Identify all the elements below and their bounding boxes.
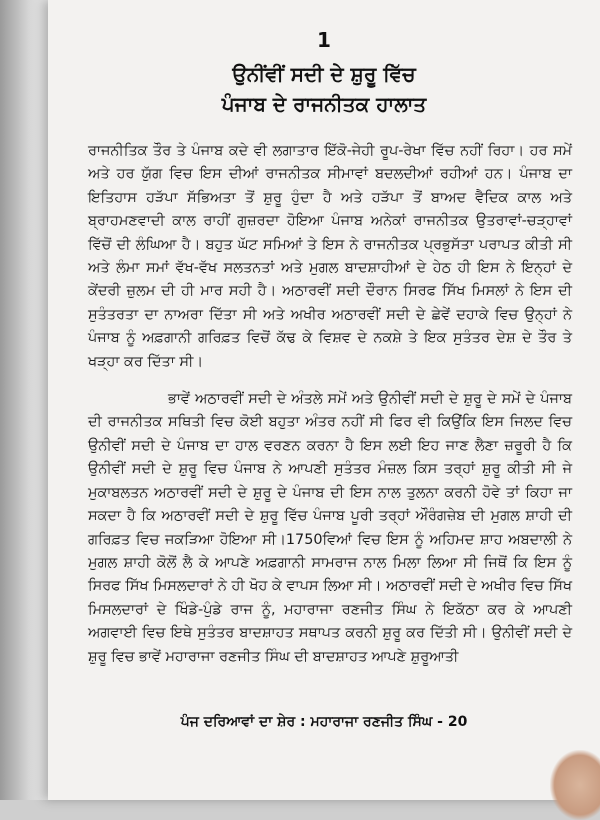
running-footer: ਪੰਜ ਦਰਿਆਵਾਂ ਦਾ ਸ਼ੇਰ : ਮਹਾਰਾਜਾ ਰਣਜੀਤ ਸਿੰਘ - 20 <box>180 714 468 730</box>
book-page <box>48 0 600 800</box>
thumb-holding-page <box>550 750 600 820</box>
book-spine-shadow <box>0 0 48 800</box>
paragraph-2: ਭਾਵੇਂ ਅਠਾਰਵੀਂ ਸਦੀ ਦੇ ਅੰਤਲੇ ਸਮੇਂ ਅਤੇ ਉਨੀਵੀਂ ਸਦੀ ਦੇ ਸ਼ੁਰੂ ਦੇ ਸਮੇਂ ਦੇ ਪੰਜਾਬ ਦੀ ਰਾਜਨੀਤਕ ਸਥਿਤੀ ਵਿਚ ਕੋਈ ਬਹੁਤਾ ਅੰਤਰ ਨਹੀਂ ਸੀ ਫਿਰ ਵੀ ਕਿਉਂਕਿ ਇਸ ਜਿਲਦ ਵਿਚ ਉਨੀਵੀਂ ਸਦੀ ਦੇ ਪੰਜਾਬ ਦਾ ਹਾਲ ਵਰਣਨ ਕਰਨਾ ਹੈ ਇਸ ਲਈ ਇਹ ਜਾਣ ਲੈਣਾ ਜ਼ਰੂਰੀ ਹੈ ਕਿ ਉਨੀਵੀਂ ਸਦੀ ਦੇ ਸ਼ੁਰੂ ਵਿਚ ਪੰਜਾਬ ਨੇ ਆਪਣੀ ਸੁਤੰਤਰ ਮੰਜ਼ਲ ਕਿਸ ਤਰ੍ਹਾਂ ਸ਼ੁਰੂ ਕੀਤੀ ਸੀ ਜੇ ਮੁਕਾਬਲਤਨ ਅਠਾਰਵੀਂ ਸਦੀ ਦੇ ਸ਼ੁਰੂ ਦੇ ਪੰਜਾਬ ਦੀ ਇਸ ਨਾਲ ਤੁਲਨਾ ਕਰਨੀ ਹੋਵੇ ਤਾਂ ਕਿਹਾ ਜਾ ਸਕਦਾ ਹੈ ਕਿ ਅਠਾਰਵੀਂ ਸਦੀ ਦੇ ਸ਼ੁਰੂ ਵਿੱਚ ਪੰਜਾਬ ਪੂਰੀ ਤਰ੍ਹਾਂ ਔਰੰਗਜ਼ੇਬ ਦੀ ਮੁਗਲ ਸ਼ਾਹੀ ਦੀ ਗਰਿਫ਼ਤ ਵਿਚ ਜਕੜਿਆ ਹੋਇਆ ਸੀ।1750ਵਿਆਂ ਵਿਚ ਇਸ ਨੂੰ ਅਹਿਮਦ ਸ਼ਾਹ ਅਬਦਾਲੀ ਨੇ ਮੁਗਲ ਸ਼ਾਹੀ ਕੋਲੋਂ ਲੈ ਕੇ ਆਪਣੇ ਅਫ਼ਗਾਨੀ ਸਾਮਰਾਜ ਨਾਲ ਮਿਲਾ ਲਿਆ ਸੀ ਜਿਥੋਂ ਕਿ ਇਸ ਨੂੰ ਸਿਰਫ ਸਿੱਖ ਮਿਸਲਦਾਰਾਂ ਨੇ ਹੀ ਖੋਹ ਕੇ ਵਾਪਸ ਲਿਆ ਸੀ। ਅਠਾਰਵੀਂ ਸਦੀ ਦੇ ਅਖੀਰ ਵਿਚ ਸਿੱਖ ਮਿਸਲਦਾਰਾਂ ਦੇ ਖਿੰਡੇ-ਪੁੰਡੇ ਰਾਜ ਨੂੰ, ਮਹਾਰਾਜਾ ਰਣਜੀਤ ਸਿੰਘ ਨੇ ਇਕੱਠਾ ਕਰ ਕੇ ਆਪਣੀ ਅਗਵਾਈ ਵਿਚ ਇਥੇ ਸੁਤੰਤਰ ਬਾਦਸ਼ਾਹਤ ਸਥਾਪਤ ਕਰਨੀ ਸ਼ੁਰੂ ਕਰ ਦਿੱਤੀ ਸੀ। ਉਨੀਵੀਂ ਸਦੀ ਦੇ ਸ਼ੁਰੂ ਵਿਚ ਭਾਵੇਂ ਮਹਾਰਾਜਾ ਰਣਜੀਤ ਸਿੰਘ ਦੀ ਬਾਦਸ਼ਾਹਤ ਆਪਣੇ ਸ਼ੁਰੂਆਤੀ <box>88 391 572 665</box>
chapter-title-line-2: ਪੰਜਾਬ ਦੇ ਰਾਜਨੀਤਕ ਹਾਲਾਤ <box>221 92 427 116</box>
chapter-body <box>88 140 572 683</box>
chapter-number: 1 <box>317 28 331 52</box>
paragraph-1: ਰਾਜਨੀਤਿਕ ਤੌਰ ਤੇ ਪੰਜਾਬ ਕਦੇ ਵੀ ਲਗਾਤਾਰ ਇੱਕੋ-ਜੇਹੀ ਰੂਪ-ਰੇਖਾ ਵਿੱਚ ਨਹੀਂ ਰਿਹਾ। ਹਰ ਸਮੇਂ ਅਤੇ ਹਰ ਯੁੱਗ ਵਿਚ ਇਸ ਦੀਆਂ ਰਾਜਨੀਤਕ ਸੀਮਾਵਾਂ ਬਦਲਦੀਆਂ ਰਹੀਆਂ ਹਨ। ਪੰਜਾਬ ਦਾ ਇਤਿਹਾਸ ਹੜੱਪਾ ਸੱਭਿਅਤਾ ਤੋਂ ਸ਼ੁਰੂ ਹੁੰਦਾ ਹੈ ਅਤੇ ਹੜੱਪਾ ਤੋਂ ਬਾਅਦ ਵੈਦਿਕ ਕਾਲ ਅਤੇ ਬ੍ਰਾਹਮਣਵਾਦੀ ਕਾਲ ਰਾਹੀਂ ਗੁਜ਼ਰਦਾ ਹੋਇਆ ਪੰਜਾਬ ਅਨੇਕਾਂ ਰਾਜਨੀਤਕ ਉਤਰਾਵਾਂ-ਚੜ੍ਹਾਵਾਂ ਵਿੱਚੋਂ ਦੀ ਲੰਘਿਆ ਹੈ। ਬਹੁਤ ਘੱਟ ਸਮਿਆਂ ਤੇ ਇਸ ਨੇ ਰਾਜਨੀਤਕ ਪ੍ਰਭੁਸੱਤਾ ਪਰਾਪਤ ਕੀਤੀ ਸੀ ਅਤੇ ਲੰਮਾ ਸਮਾਂ ਵੱਖ-ਵੱਖ ਸਲਤਨਤਾਂ ਅਤੇ ਮੁਗਲ ਬਾਦਸ਼ਾਹੀਆਂ ਦੇ ਹੇਠ ਹੀ ਇਸ ਨੇ ਇਨ੍ਹਾਂ ਦੇ ਕੇਂਦਰੀ ਜ਼ੁਲਮ ਦੀ ਹੀ ਮਾਰ ਸਹੀ ਹੈ। ਅਠਾਰਵੀਂ ਸਦੀ ਦੌਰਾਨ ਸਿਰਫ ਸਿੱਖ ਮਿਸਲਾਂ ਨੇ ਇਸ ਦੀ ਸੁਤੰਤਰਤਾ ਦਾ ਨਾਅਰਾ ਦਿੱਤਾ ਸੀ ਅਤੇ ਅਖੀਰ ਅਠਾਰਵੀਂ ਸਦੀ ਦੇ ਛੇਵੇਂ ਦਹਾਕੇ ਵਿਚ ਉਨ੍ਹਾਂ ਨੇ ਪੰਜਾਬ ਨੂੰ ਅਫ਼ਗਾਨੀ ਗਰਿਫ਼ਤ ਵਿਚੋਂ ਕੱਢ ਕੇ ਵਿਸ਼ਵ ਦੇ ਨਕਸ਼ੇ ਤੇ ਇਕ ਸੁਤੰਤਰ ਦੇਸ਼ ਦੇ ਤੌਰ ਤੇ ਖੜ੍ਹਾ ਕਰ ਦਿੱਤਾ ਸੀ। <box>88 143 572 370</box>
chapter-title-line-1: ਉਨੀਂਵੀਂ ਸਦੀ ਦੇ ਸ਼ੁਰੂ ਵਿੱਚ <box>232 62 416 86</box>
